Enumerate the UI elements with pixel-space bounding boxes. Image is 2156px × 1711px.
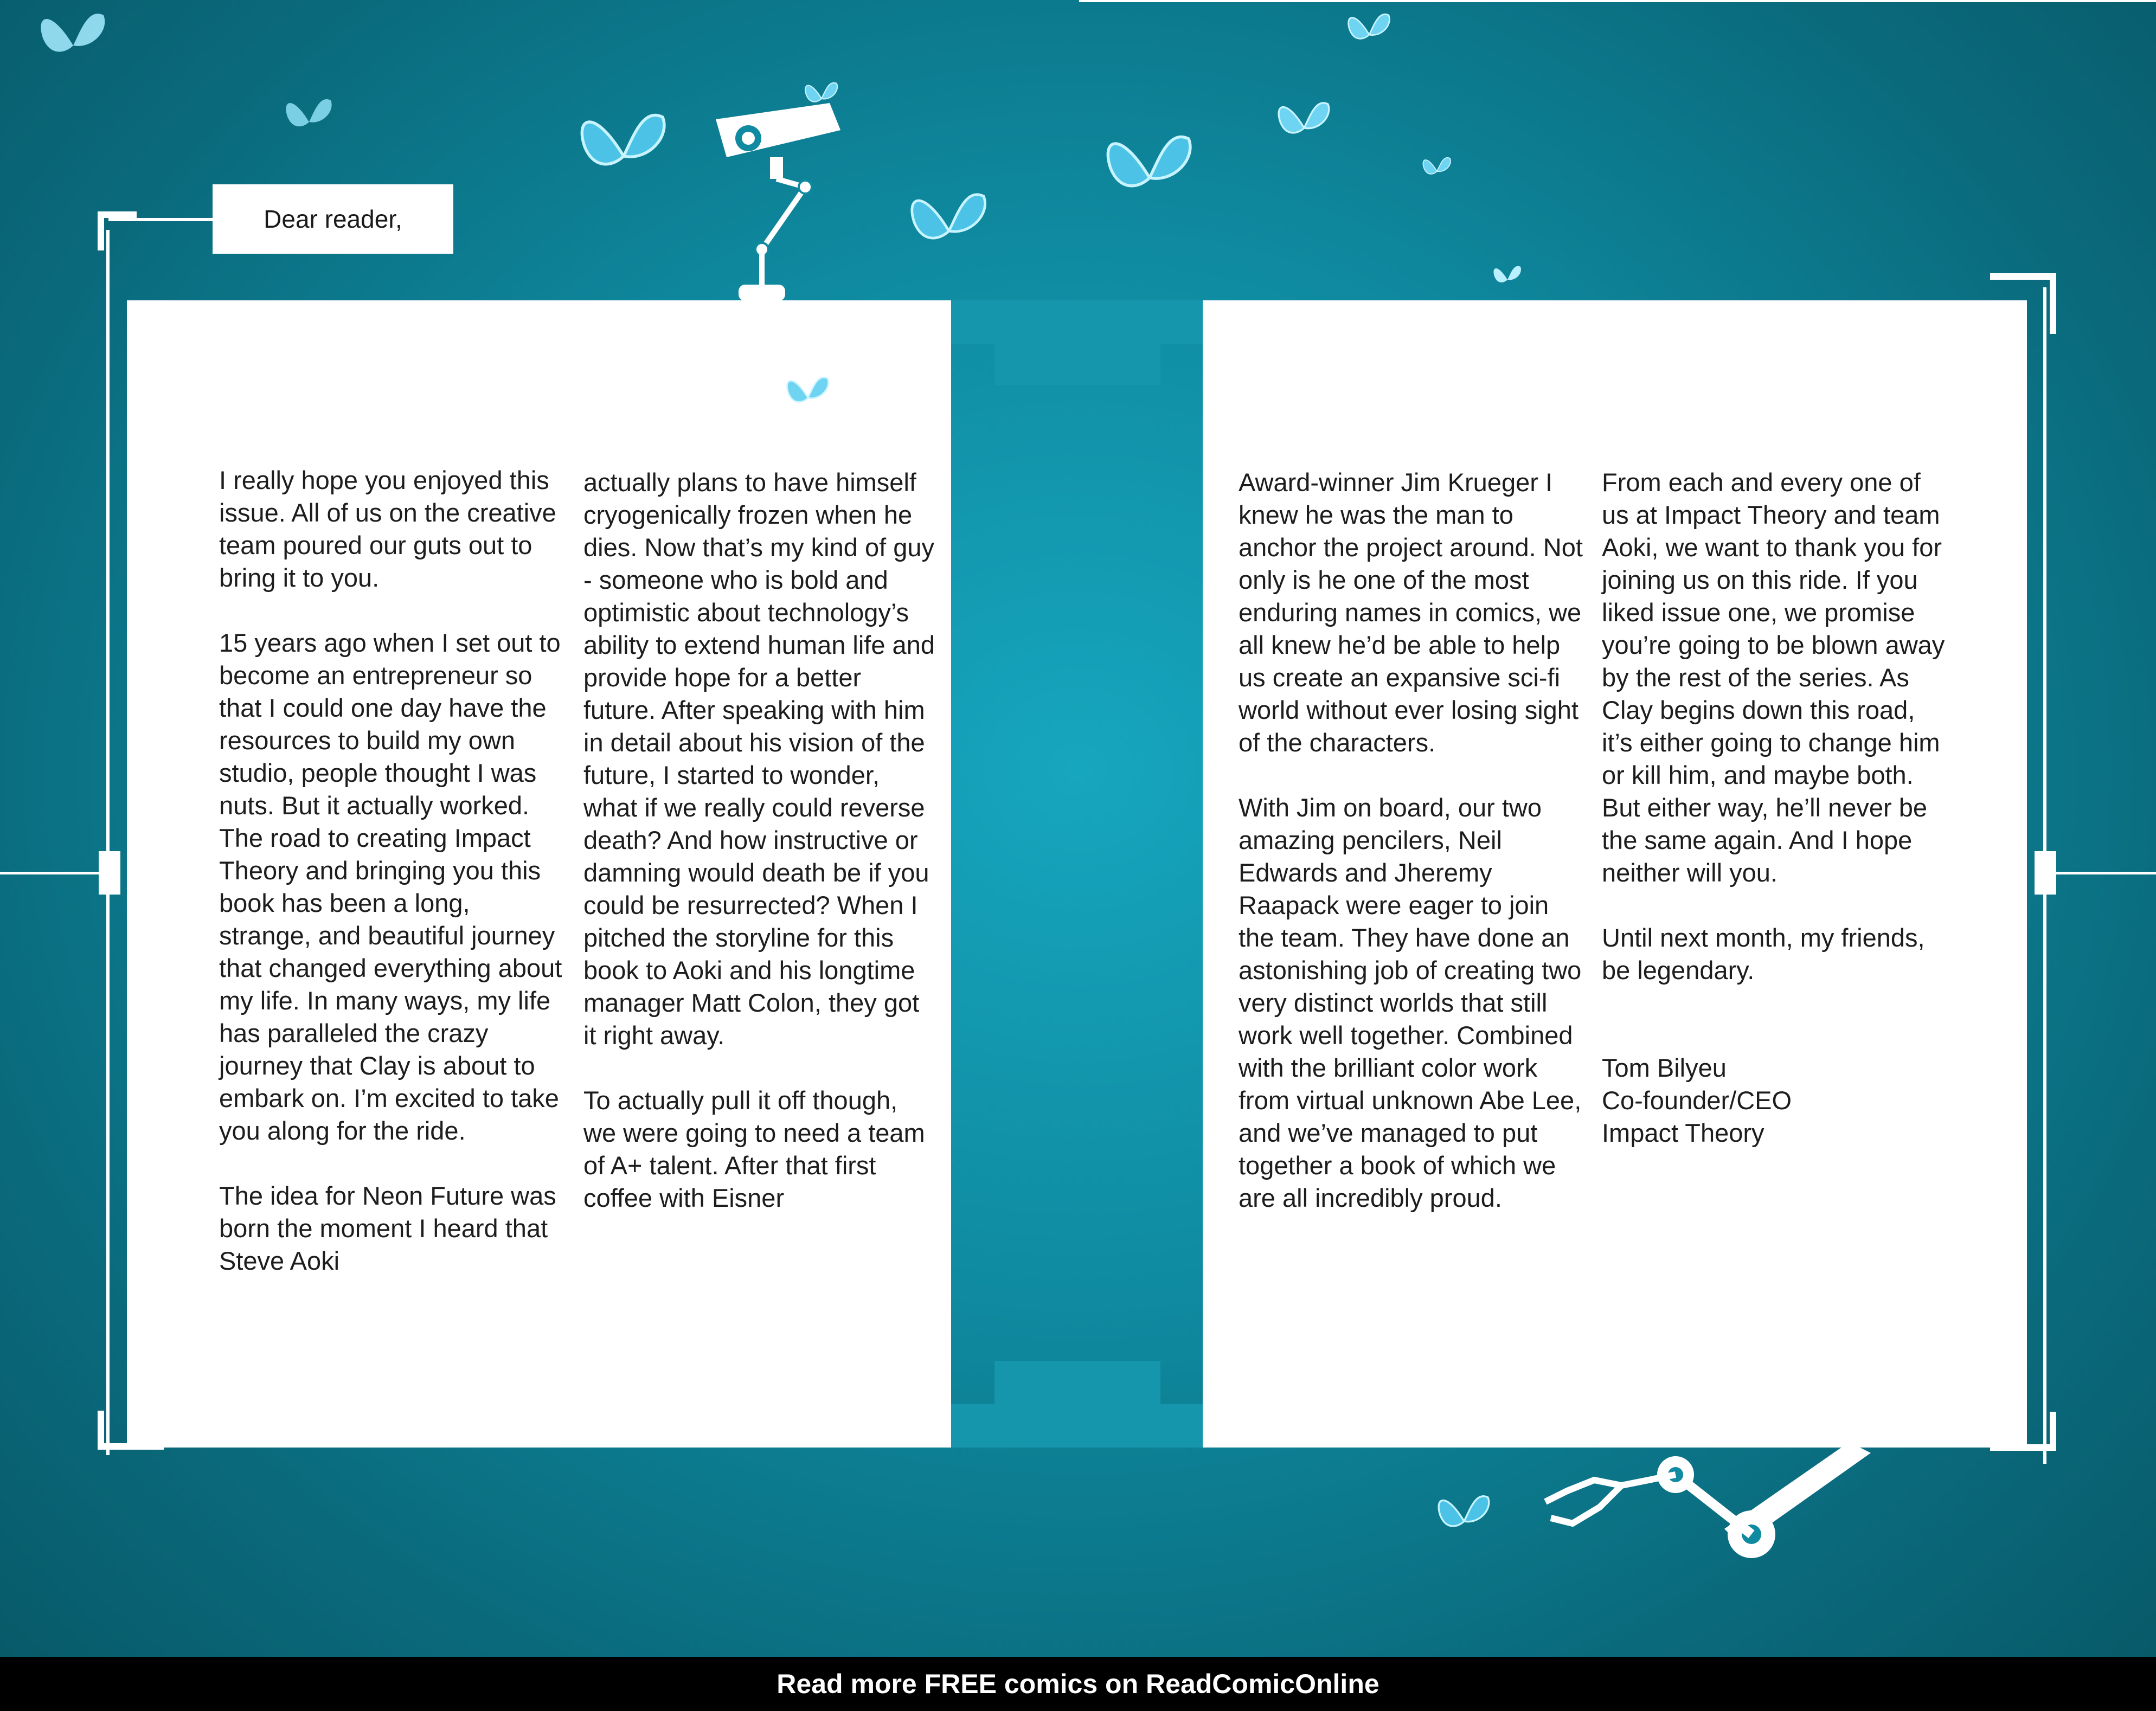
- frame-left-connector: [0, 872, 106, 874]
- panel-notch: [994, 1361, 1160, 1448]
- paragraph: actually plans to have himself cryogenically frozen when he dies. Now that’s my kind of guy - someone who is bold and optimistic about technology’s ability to extend human life and provide hope for a better future. After speaking with him in detail about his vision of the future, I started to wonder, what if we really could reverse death? And how instructive or damning would death be if you could be resurrected? When I pitched the storyline for this book to Aoki and his longtime manager Matt Colon, they got it right away.: [583, 468, 935, 1050]
- paragraph: Award-winner Jim Krueger I knew he was the man to anchor the project around. Not only is he one of the most enduring names in comics, we all knew he’d be able to help us create an expansive sci-fi world without ever losing sight of the characters.: [1239, 468, 1583, 757]
- butterfly-icon: [1415, 152, 1459, 184]
- letter-column-4: [1602, 466, 1949, 1149]
- letter-column-3: [1239, 466, 1586, 1214]
- butterfly-icon: [1491, 260, 1524, 293]
- panel-notch: [1160, 1404, 1203, 1448]
- paragraph: The idea for Neon Future was born the moment I heard that Steve Aoki: [219, 1181, 556, 1275]
- signature-block: [1602, 1052, 1949, 1149]
- frame-right-connector: [2046, 872, 2156, 874]
- security-camera-icon: [705, 98, 846, 304]
- letter-column-1: [219, 464, 566, 1277]
- butterfly-icon: [775, 369, 840, 417]
- butterfly-icon: [33, 0, 114, 76]
- bracket-top-left: [98, 211, 137, 250]
- paragraph: I really hope you enjoyed this issue. All of us on the creative team poured our guts out to bring it to you.: [219, 466, 556, 592]
- panel-notch: [994, 300, 1160, 385]
- butterfly-icon: [1274, 92, 1334, 152]
- signature-company: Impact Theory: [1602, 1118, 1764, 1147]
- butterfly-icon: [282, 81, 336, 152]
- signature-title: Co-founder/CEO: [1602, 1086, 1792, 1115]
- signature-name: Tom Bilyeu: [1602, 1053, 1727, 1082]
- butterfly-icon: [1101, 119, 1198, 217]
- panel-notch: [951, 300, 994, 344]
- panel-notch: [1160, 300, 1203, 344]
- butterfly-icon: [1334, 5, 1404, 54]
- paragraph: To actually pull it off though, we were going to need a team of A+ talent. After that first coffee with Eisner: [583, 1086, 925, 1212]
- paragraph: From each and every one of us at Impact Theory and team Aoki, we want to thank you for joining us on this ride. If you liked issue one, we promise you’re going to be blown away by the rest of the series. As Clay begins down this road, it’s either going to change him or kill him, and maybe both. But either way, he’ll never be the same again. And I hope neither will you.: [1602, 468, 1945, 887]
- paragraph: With Jim on board, our two amazing pencilers, Neil Edwards and Jheremy Raapack were eager to join the team. They have done an astonishing job of creating two very distinct worlds that still work well together. Combined with the brilliant color work from virtual unknown Abe Lee, and we’ve managed to put together a book of which we are all incredibly proud.: [1239, 793, 1582, 1212]
- panel-notch: [951, 1404, 994, 1448]
- bracket-mid-right: [2035, 851, 2056, 895]
- butterfly-icon: [559, 98, 689, 195]
- frame-top-edge: [1079, 0, 2156, 2]
- butterfly-icon: [1426, 1485, 1502, 1545]
- paragraph: 15 years ago when I set out to become an entrepreneur so that I could one day have the resources to build my own studio, people thought I was nuts. But it actually worked. The road to creating Impact Theory and bringing you this book has been a long, strange, and beautiful journey that changed everything about my life. In many ways, my life has paralleled the crazy journey that Clay is about to embark on. I’m excited to take you along for the ride.: [219, 628, 562, 1145]
- robotic-arm-icon: [1513, 1442, 1882, 1572]
- frame-left-vertical: [106, 230, 110, 1455]
- salutation: Dear reader,: [213, 184, 453, 254]
- paragraph: Until next month, my friends, be legendary.: [1602, 923, 1925, 985]
- letter-column-2: [583, 466, 936, 1214]
- footer-banner[interactable]: Read more FREE comics on ReadComicOnline: [0, 1657, 2156, 1711]
- bracket-mid-left: [99, 851, 120, 895]
- butterfly-icon: [906, 179, 992, 266]
